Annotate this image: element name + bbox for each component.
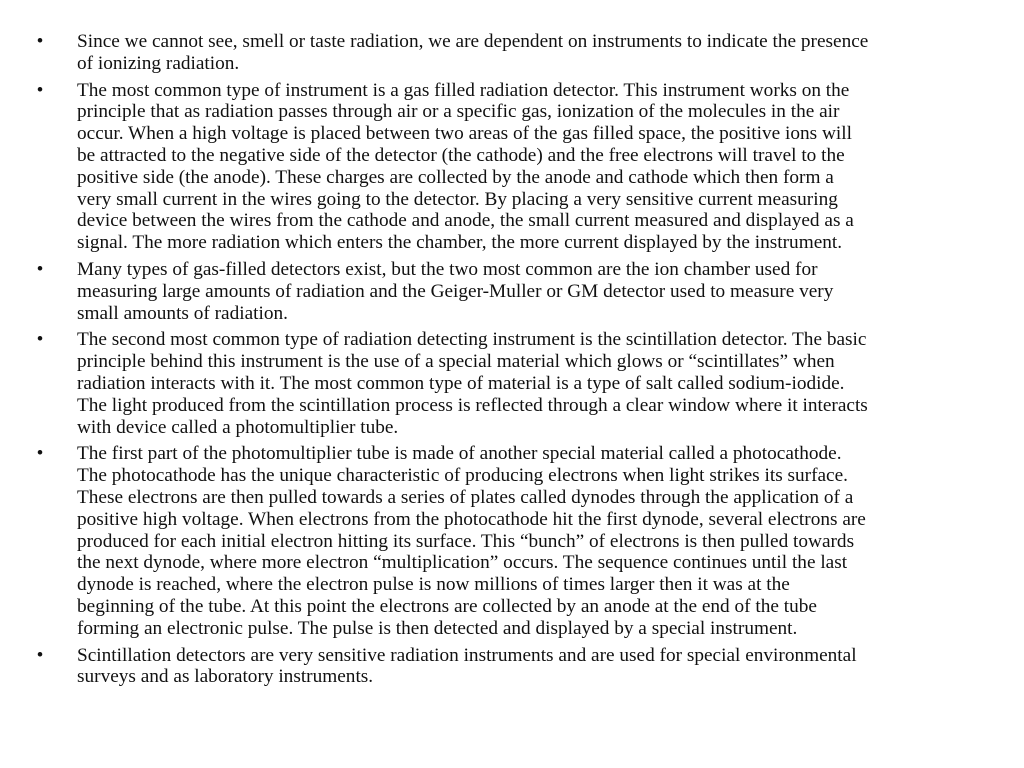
text-line: dynode is reached, where the electron pulse is now millions of times larger then it was at the [77,574,790,596]
text-line: principle that as radiation passes through air or a specific gas, ionization of the molecules in the air [77,101,840,123]
text-line: surveys and as laboratory instruments. [77,666,374,688]
text-line: be attracted to the negative side of the detector (the cathode) and the free electrons will travel to the [77,144,845,166]
bullet-detector-types [0,259,1024,324]
text-line: of ionizing radiation. [77,52,240,74]
text-line: Since we cannot see, smell or taste radiation, we are dependent on instruments to indicate the presence [77,31,869,52]
bullet-gas-filled-detector [0,80,1024,254]
text-line: small amounts of radiation. [77,302,288,324]
text-line: Scintillation detectors are very sensitive radiation instruments and are used for special environmental [77,644,857,666]
bullet-list [0,31,1024,688]
text-line: The light produced from the scintillation process is reflected through a clear window where it interacts [77,394,868,416]
text-line: the next dynode, where more electron “multiplication” occurs. The sequence continues until the last [77,552,848,574]
bullet-icon: • [36,443,44,465]
bullet-icon: • [36,258,44,280]
text-line: The first part of the photomultiplier tube is made of another special material called a photocathode. [77,443,842,465]
text-line: The photocathode has the unique characteristic of producing electrons when light strikes its surface. [77,465,848,487]
text-line: These electrons are then pulled towards a series of plates called dynodes through the application of a [77,486,854,508]
bullet-icon: • [36,79,44,101]
bullet-scintillation-uses [0,645,1024,689]
bullet-icon: • [36,329,44,351]
text-line: produced for each initial electron hitting its surface. This “bunch” of electrons is then pulled towards [77,530,855,552]
text-line: with device called a photomultiplier tube. [77,416,399,438]
text-line: occur. When a high voltage is placed between two areas of the gas filled space, the positive ions will [77,123,852,145]
bullet-scintillation-detector [0,329,1024,438]
text-line: forming an electronic pulse. The pulse is then detected and displayed by a special instrument. [77,617,798,639]
text-line: device between the wires from the cathode and anode, the small current measured and displayed as a [77,210,854,232]
text-line: positive side (the anode). These charges are collected by the anode and cathode which then form a [77,166,834,188]
text-line: principle behind this instrument is the use of a special material which glows or “scintillates” when [77,351,835,373]
text-line: The second most common type of radiation detecting instrument is the scintillation detector. The basic [77,329,867,351]
text-line: radiation interacts with it. The most common type of material is a type of salt called sodium-iodide. [77,372,845,394]
text-line: measuring large amounts of radiation and the Geiger-Muller or GM detector used to measure very [77,280,834,302]
text-line: positive high voltage. When electrons from the photocathode hit the first dynode, several electrons are [77,508,866,530]
text-line: very small current in the wires going to the detector. By placing a very sensitive current measuring [77,188,838,210]
text-line: signal. The more radiation which enters the chamber, the more current displayed by the instrument. [77,232,843,254]
bullet-ionizing-radiation-intro [0,31,1024,75]
text-line: beginning of the tube. At this point the electrons are collected by an anode at the end of the tube [77,595,817,617]
bullet-icon: • [36,644,44,666]
bullet-icon: • [36,31,44,52]
text-line: Many types of gas-filled detectors exist, but the two most common are the ion chamber used for [77,258,818,280]
text-line: The most common type of instrument is a gas filled radiation detector. This instrument works on the [77,79,850,101]
bullet-photomultiplier-tube [0,443,1024,639]
slide-content [0,31,1024,693]
